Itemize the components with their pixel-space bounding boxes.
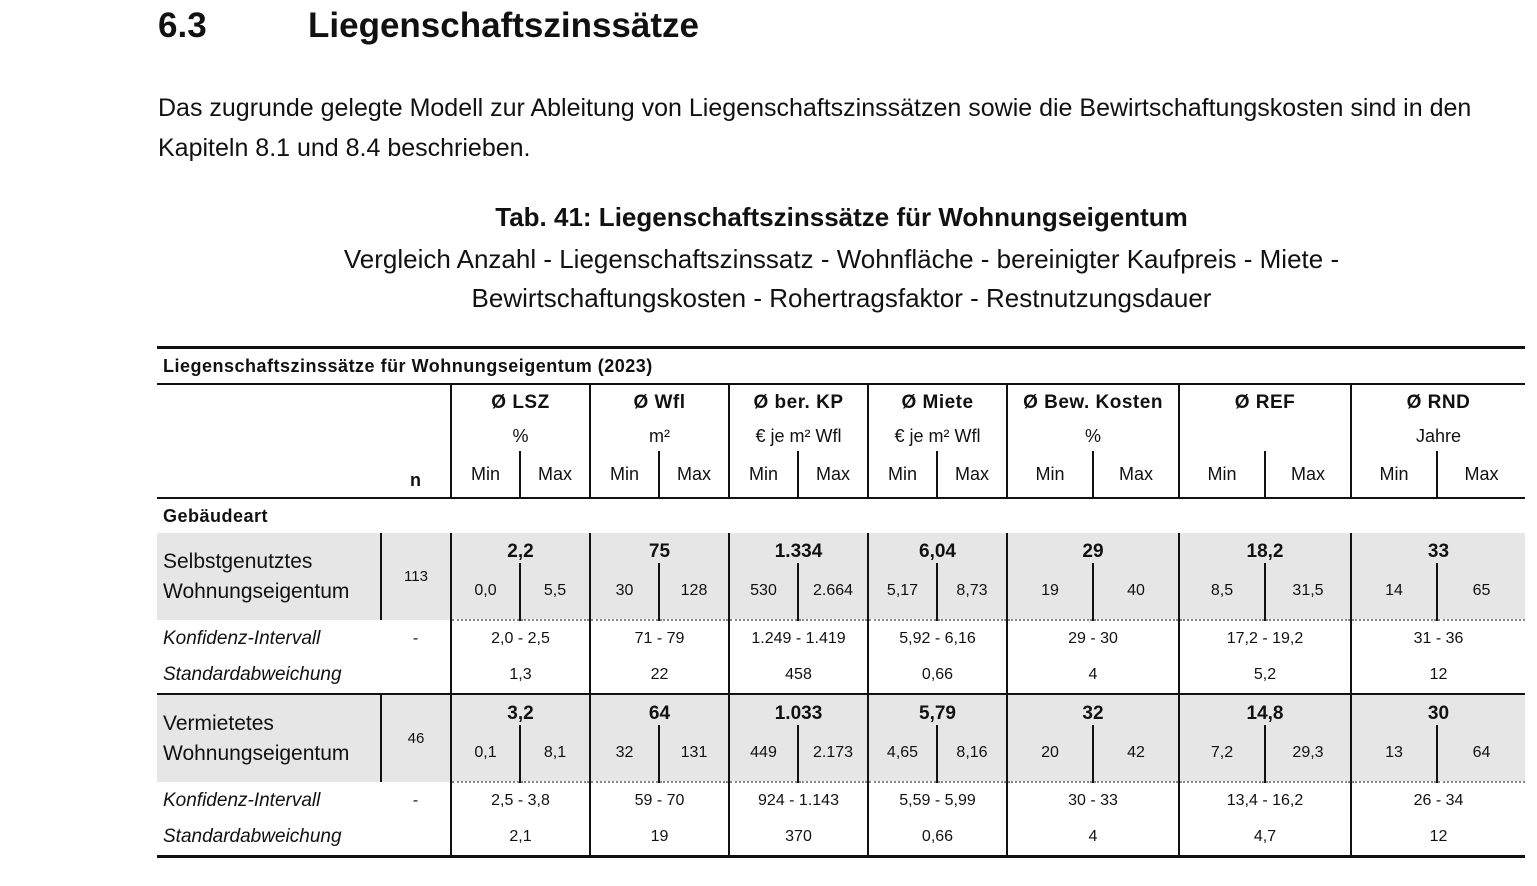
min-value: 0,0 xyxy=(451,563,520,620)
column-unit: m² xyxy=(590,421,729,451)
std-deviation-value: 12 xyxy=(1351,657,1525,694)
mean-value: 14,8 xyxy=(1179,694,1351,725)
confidence-interval-label: Konfidenz-Intervall xyxy=(163,789,321,811)
group-n: 46 xyxy=(381,694,451,782)
header-blank xyxy=(157,421,381,451)
confidence-interval-value: 5,59 - 5,99 xyxy=(868,782,1007,819)
mean-value: 75 xyxy=(590,533,729,563)
section-number: 6.3 xyxy=(158,6,207,45)
max-header: Max xyxy=(937,451,1007,498)
confidence-interval-value: 2,0 - 2,5 xyxy=(451,620,590,657)
min-value: 19 xyxy=(1007,563,1093,620)
group-mean-row xyxy=(157,694,1525,725)
std-deviation-label: Standardabweichung xyxy=(157,657,381,694)
max-value: 131 xyxy=(659,725,729,782)
std-deviation-n xyxy=(381,819,451,857)
header-blank xyxy=(381,421,451,451)
confidence-interval-value: 2,5 - 3,8 xyxy=(451,782,590,819)
confidence-interval-n: - xyxy=(381,620,451,657)
column-unit: % xyxy=(451,421,590,451)
header-blank xyxy=(157,384,381,421)
std-deviation-value: 458 xyxy=(729,657,868,694)
min-value: 30 xyxy=(590,563,659,620)
column-header: Ø Wfl xyxy=(590,384,729,421)
min-value: 20 xyxy=(1007,725,1093,782)
lsz-table xyxy=(157,346,1525,858)
header-blank xyxy=(157,451,381,498)
std-deviation-row xyxy=(157,819,1525,857)
max-header: Max xyxy=(659,451,729,498)
min-header: Min xyxy=(1179,451,1265,498)
column-header: Ø ber. KP xyxy=(729,384,868,421)
min-value: 7,2 xyxy=(1179,725,1265,782)
column-header: Ø Bew. Kosten xyxy=(1007,384,1179,421)
min-value: 0,1 xyxy=(451,725,520,782)
confidence-interval-value: 5,92 - 6,16 xyxy=(868,620,1007,657)
confidence-interval-row xyxy=(157,782,1525,819)
confidence-interval-value: 924 - 1.143 xyxy=(729,782,868,819)
max-header: Max xyxy=(798,451,868,498)
min-value: 14 xyxy=(1351,563,1437,620)
max-value: 65 xyxy=(1437,563,1525,620)
group-name-line-2: Wohnungseigentum xyxy=(163,579,350,603)
max-value: 29,3 xyxy=(1265,725,1351,782)
max-header: Max xyxy=(520,451,590,498)
mean-value: 18,2 xyxy=(1179,533,1351,563)
mean-value: 33 xyxy=(1351,533,1525,563)
confidence-interval-n: - xyxy=(381,782,451,819)
min-value: 32 xyxy=(590,725,659,782)
max-value: 8,1 xyxy=(520,725,590,782)
mean-value: 1.334 xyxy=(729,533,868,563)
min-value: 8,5 xyxy=(1179,563,1265,620)
max-value: 64 xyxy=(1437,725,1525,782)
min-value: 530 xyxy=(729,563,798,620)
std-deviation-value: 370 xyxy=(729,819,868,857)
mean-value: 3,2 xyxy=(451,694,590,725)
std-deviation-value: 22 xyxy=(590,657,729,694)
caption-line-1: Vergleich Anzahl - Liegenschaftszinssatz - Wohnfläche - bereinigter Kaufpreis - Miete - xyxy=(343,244,1340,274)
min-value: 4,65 xyxy=(868,725,937,782)
group-name xyxy=(157,533,381,620)
category-label: Gebäudeart xyxy=(157,498,1525,533)
confidence-interval-value: 13,4 - 16,2 xyxy=(1179,782,1351,819)
column-header: Ø RND xyxy=(1351,384,1525,421)
group-name-line-1: Selbstgenutztes xyxy=(163,549,313,573)
max-value: 8,73 xyxy=(937,563,1007,620)
min-header: Min xyxy=(451,451,520,498)
section-title: Liegenschaftszinssätze xyxy=(308,6,699,45)
max-value: 31,5 xyxy=(1265,563,1351,620)
std-deviation-label: Standardabweichung xyxy=(157,819,381,857)
std-deviation-value: 0,66 xyxy=(868,819,1007,857)
min-header: Min xyxy=(1351,451,1437,498)
max-value: 40 xyxy=(1093,563,1179,620)
mean-value: 29 xyxy=(1007,533,1179,563)
mean-value: 5,79 xyxy=(868,694,1007,725)
max-value: 42 xyxy=(1093,725,1179,782)
mean-value: 6,04 xyxy=(868,533,1007,563)
max-header: Max xyxy=(1265,451,1351,498)
confidence-interval-value: 30 - 33 xyxy=(1007,782,1179,819)
header-blank xyxy=(381,384,451,421)
confidence-interval-value: 59 - 70 xyxy=(590,782,729,819)
table-title-row xyxy=(157,348,1525,385)
column-unit: % xyxy=(1007,421,1179,451)
std-deviation-value: 2,1 xyxy=(451,819,590,857)
column-unit: € je m² Wfl xyxy=(729,421,868,451)
group-name-line-1: Vermietetes xyxy=(163,711,274,735)
std-deviation-value: 4,7 xyxy=(1179,819,1351,857)
min-header: Min xyxy=(590,451,659,498)
std-deviation-value: 5,2 xyxy=(1179,657,1351,694)
max-value: 8,16 xyxy=(937,725,1007,782)
std-deviation-row xyxy=(157,657,1525,694)
group-name xyxy=(157,694,381,782)
mean-value: 32 xyxy=(1007,694,1179,725)
group-n: 113 xyxy=(381,533,451,620)
confidence-interval-value: 29 - 30 xyxy=(1007,620,1179,657)
table-caption-title: Tab. 41: Liegenschaftszinssätze für Wohnungseigentum xyxy=(495,202,1188,232)
max-value: 5,5 xyxy=(520,563,590,620)
column-unit: Jahre xyxy=(1351,421,1525,451)
max-value: 2.173 xyxy=(798,725,868,782)
min-header: Min xyxy=(868,451,937,498)
mean-value: 30 xyxy=(1351,694,1525,725)
std-deviation-value: 4 xyxy=(1007,657,1179,694)
caption-line-2: Bewirtschaftungskosten - Rohertragsfaktor - Restnutzungsdauer xyxy=(471,283,1212,313)
group-mean-row xyxy=(157,533,1525,563)
confidence-interval-row xyxy=(157,620,1525,657)
category-row xyxy=(157,498,1525,533)
column-header: Ø Miete xyxy=(868,384,1007,421)
header-minmax-row xyxy=(157,451,1525,498)
column-header: Ø REF xyxy=(1179,384,1351,421)
mean-value: 64 xyxy=(590,694,729,725)
max-header: Max xyxy=(1437,451,1525,498)
std-deviation-value: 4 xyxy=(1007,819,1179,857)
min-value: 5,17 xyxy=(868,563,937,620)
std-deviation-n xyxy=(381,657,451,694)
min-value: 13 xyxy=(1351,725,1437,782)
std-deviation-value: 1,3 xyxy=(451,657,590,694)
max-value: 2.664 xyxy=(798,563,868,620)
max-value: 128 xyxy=(659,563,729,620)
std-deviation-value: 19 xyxy=(590,819,729,857)
confidence-interval-value: 17,2 - 19,2 xyxy=(1179,620,1351,657)
intro-paragraph: Das zugrunde gelegte Modell zur Ableitung von Liegenschaftszinssätzen sowie die Bewirtschaftungskosten sind in den Kapiteln 8.1 und 8.4 beschrieben. xyxy=(158,94,1472,162)
min-header: Min xyxy=(1007,451,1093,498)
confidence-interval-value: 31 - 36 xyxy=(1351,620,1525,657)
max-header: Max xyxy=(1093,451,1179,498)
table-caption-subtitle xyxy=(158,240,1525,318)
min-header: Min xyxy=(729,451,798,498)
table-title: Liegenschaftszinssätze für Wohnungseigentum (2023) xyxy=(157,348,1525,385)
column-unit: € je m² Wfl xyxy=(868,421,1007,451)
confidence-interval-value: 71 - 79 xyxy=(590,620,729,657)
std-deviation-value: 12 xyxy=(1351,819,1525,857)
confidence-interval-label: Konfidenz-Intervall xyxy=(163,627,321,649)
confidence-interval-value: 1.249 - 1.419 xyxy=(729,620,868,657)
confidence-interval-value: 26 - 34 xyxy=(1351,782,1525,819)
header-units-row xyxy=(157,421,1525,451)
std-deviation-value: 0,66 xyxy=(868,657,1007,694)
mean-value: 1.033 xyxy=(729,694,868,725)
column-unit xyxy=(1179,421,1351,451)
n-header: n xyxy=(381,451,451,498)
header-names-row xyxy=(157,384,1525,421)
column-header: Ø LSZ xyxy=(451,384,590,421)
min-value: 449 xyxy=(729,725,798,782)
group-name-line-2: Wohnungseigentum xyxy=(163,741,350,765)
mean-value: 2,2 xyxy=(451,533,590,563)
